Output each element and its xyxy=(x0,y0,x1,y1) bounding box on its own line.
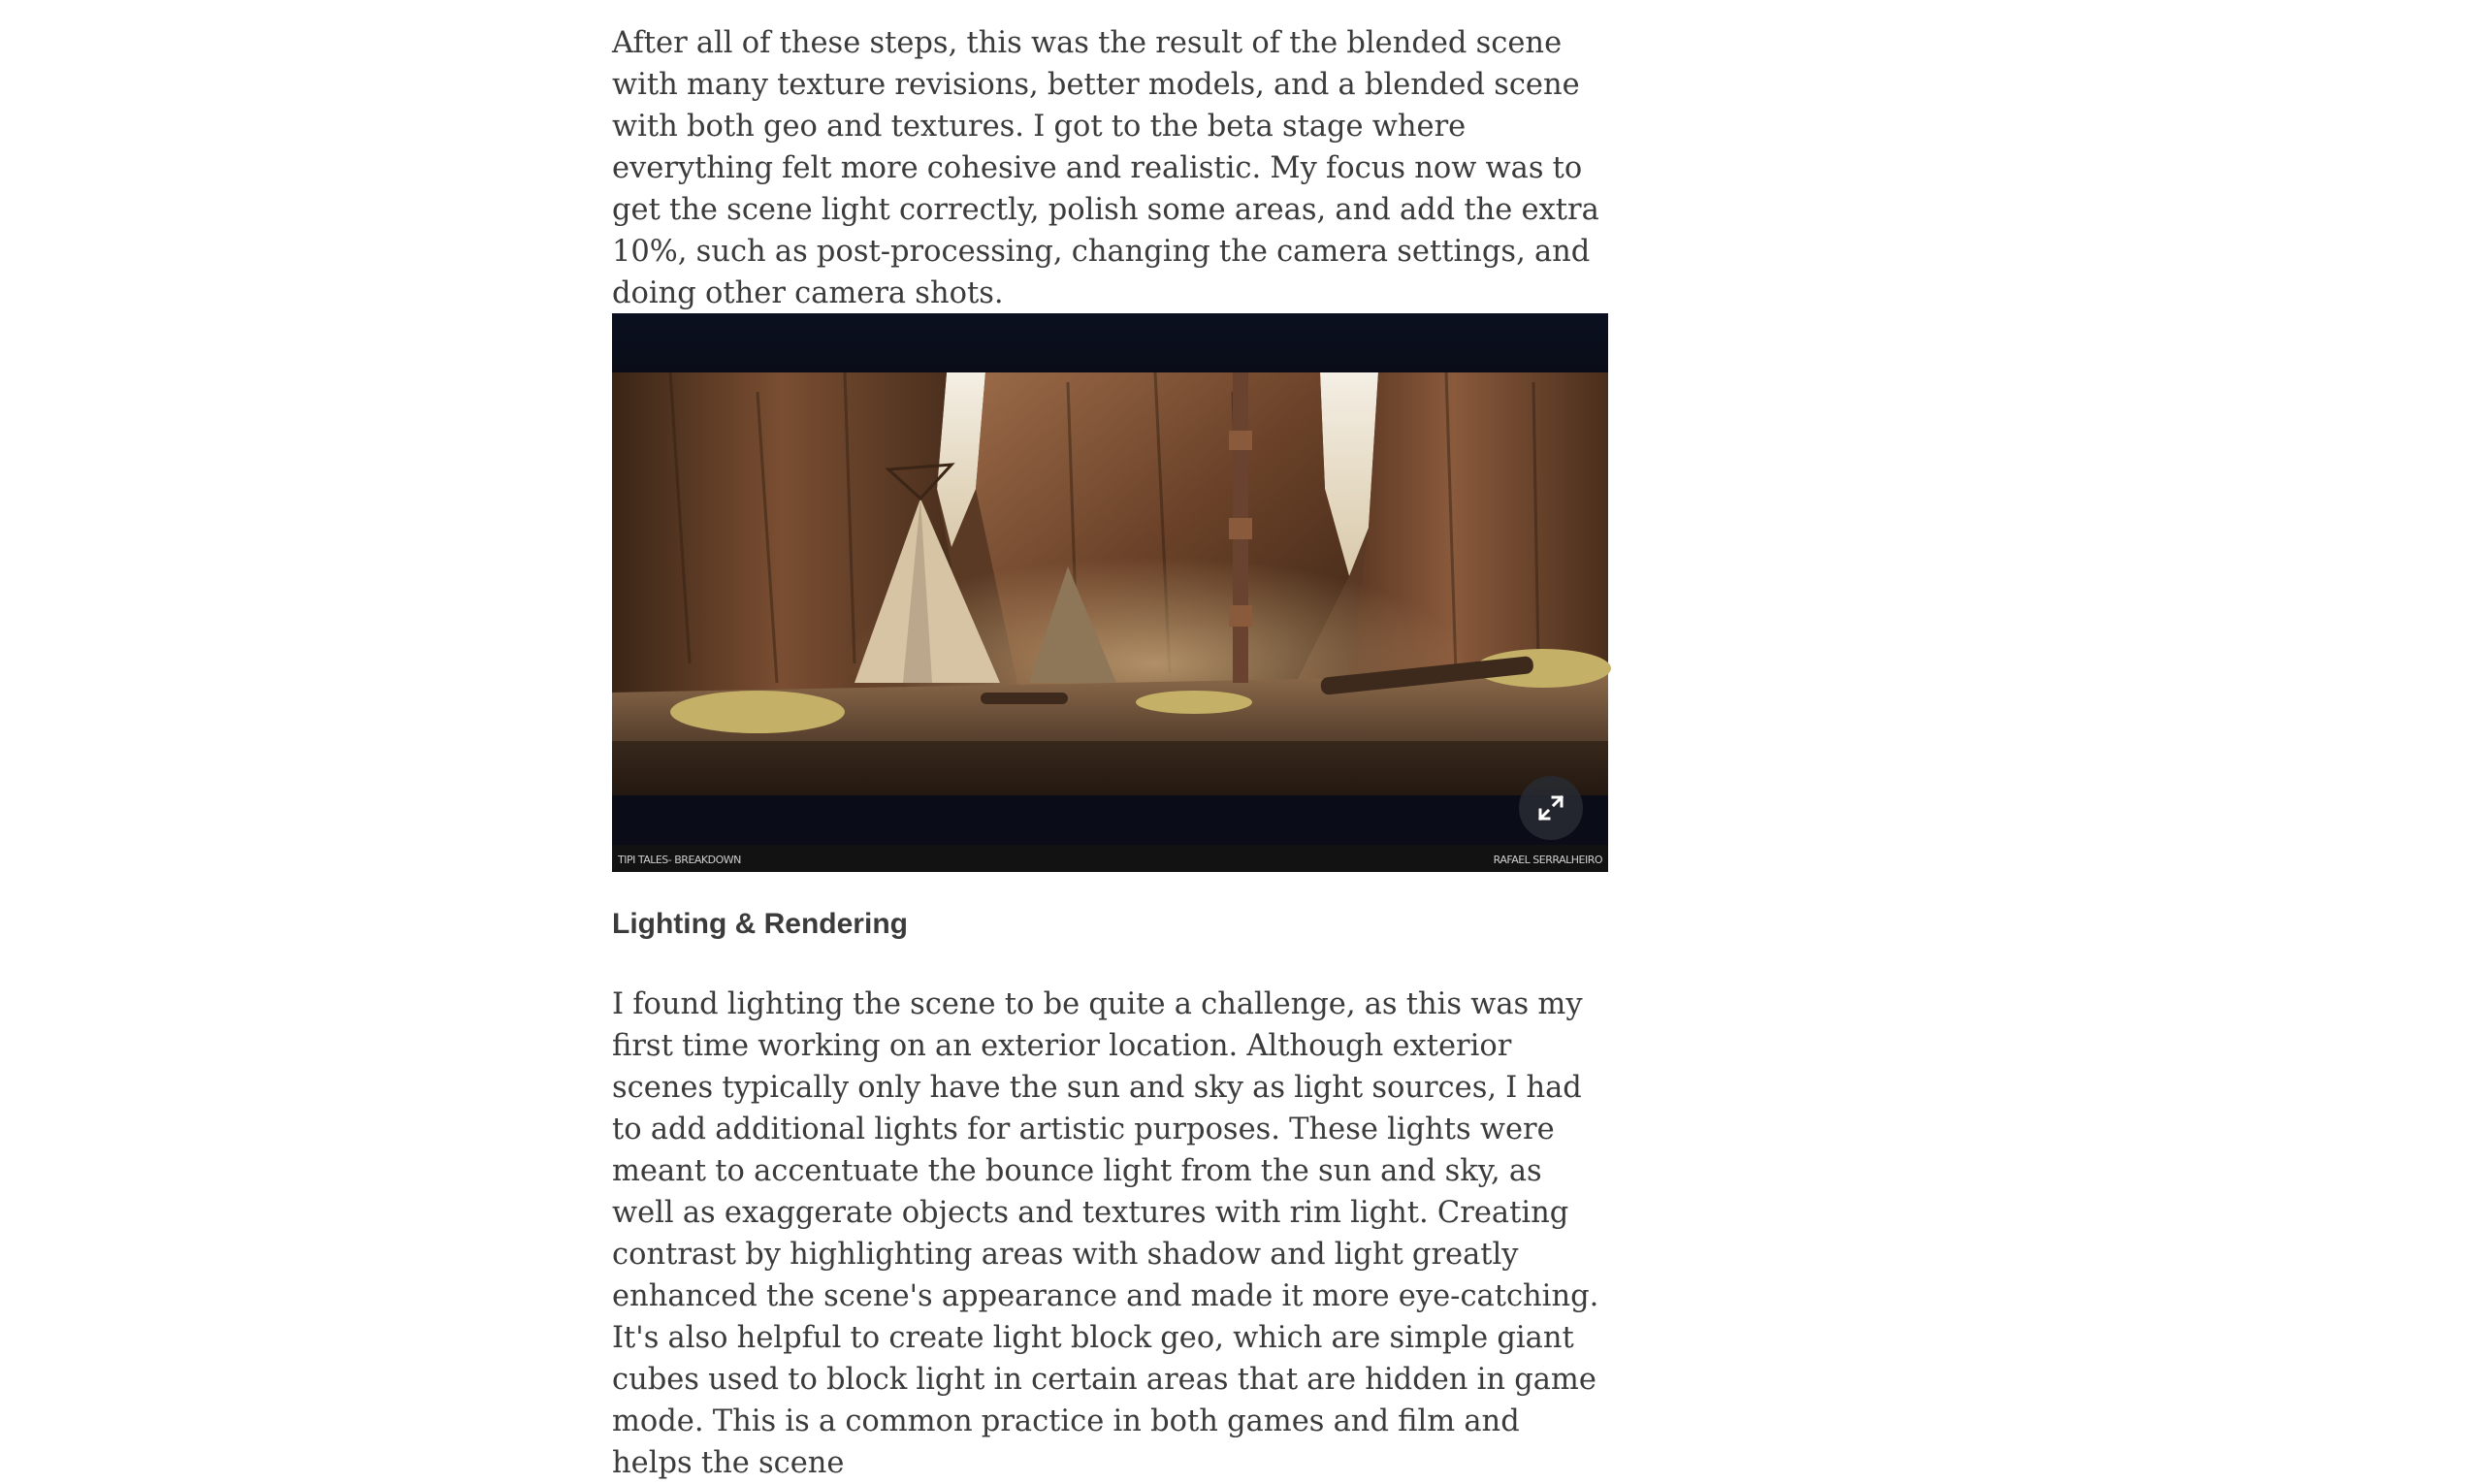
expand-icon xyxy=(1536,793,1565,823)
section-heading: Lighting & Rendering xyxy=(612,908,908,940)
article-paragraph: After all of these steps, this was the result of the blended scene with many texture revisions, better models, and a blended scene with both geo and textures. I got to the beta stage where everything felt more cohesive and realistic. My focus now was to get the scene light correctly, polish some areas, and add the extra 10%, such as post-processing, changing the camera settings, and doing other camera shots. xyxy=(612,26,1599,310)
image-caption-title: TIPI TALES- BREAKDOWN xyxy=(618,854,741,866)
image-caption-author: RAFAEL SERRALHEIRO xyxy=(1493,854,1602,866)
expand-image-button[interactable] xyxy=(1519,776,1583,840)
article-paragraph: I found lighting the scene to be quite a challenge, as this was my first time working on an exterior location. Although exterior scenes typically only have the sun and sky as light sources, I had to add additional lights for artistic purposes. These lights were meant to accentuate the bounce light from the sun and sky, as well as exaggerate objects and textures with rim light. Creating contrast by highlighting areas with shadow and light greatly enhanced the scene's appearance and made it more eye-catching. It's also helpful to create light block geo, which are simple giant cubes used to block light in certain areas that are hidden in game mode. This is a common practice in both games and film and helps the scene xyxy=(612,987,1599,1480)
scene-image[interactable] xyxy=(612,313,1608,872)
canyon-scene-render xyxy=(612,372,1608,795)
image-caption-strip xyxy=(612,845,1608,872)
letterbox-top xyxy=(612,313,1608,372)
